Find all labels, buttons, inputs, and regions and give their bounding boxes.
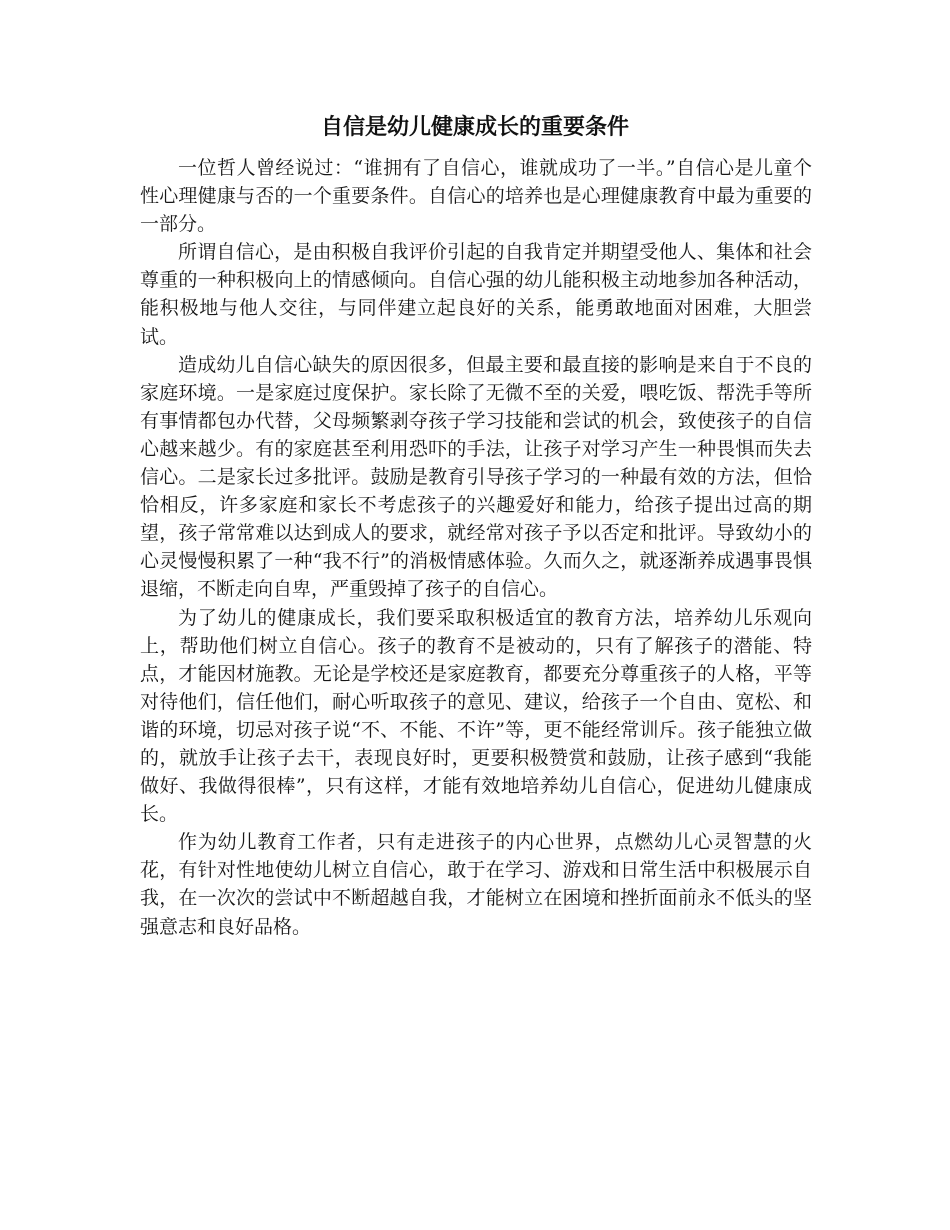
paragraph-5: 作为幼儿教育工作者，只有走进孩子的内心世界，点燃幼儿心灵智慧的火花，有针对性地使幼儿树立自信心，敢于在学习、游戏和日常生活中积极展示自我，在一次次的尝试中不断超越自我，才能树立在困境和挫折面前永不低头的坚强意志和良好品格。 <box>140 831 812 938</box>
paragraph-3: 造成幼儿自信心缺失的原因很多，但最主要和最直接的影响是来自于不良的家庭环境。一是家庭过度保护。家长除了无微不至的关爱，喂吃饭、帮洗手等所有事情都包办代替，父母频繁剥夺孩子学习技能和尝试的机会，致使孩子的自信心越来越少。有的家庭甚至利用恐吓的手法，让孩子对学习产生一种畏惧而失去信心。二是家长过多批评。鼓励是教育引导孩子学习的一种最有效的方法，但恰恰相反，许多家庭和家长不考虑孩子的兴趣爱好和能力，给孩子提出过高的期望，孩子常常难以达到成人的要求，就经常对孩子予以否定和批评。导致幼小的心灵慢慢积累了一种“我不行”的消极情感体验。久而久之，就逐渐养成遇事畏惧退缩，不断走向自卑，严重毁掉了孩子的自信心。 <box>140 353 812 601</box>
paragraph-2: 所谓自信心，是由积极自我评价引起的自我肯定并期望受他人、集体和社会尊重的一种积极向上的情感倾向。自信心强的幼儿能积极主动地参加各种活动，能积极地与他人交往，与同伴建立起良好的关系，能勇敢地面对困难，大胆尝试。 <box>140 241 812 348</box>
document-title: 自信是幼儿健康成长的重要条件 <box>320 115 629 140</box>
paragraph-1: 一位哲人曾经说过：“谁拥有了自信心，谁就成功了一半。”自信心是儿童个性心理健康与否的一个重要条件。自信心的培养也是心理健康教育中最为重要的一部分。 <box>140 157 812 236</box>
paragraph-4: 为了幼儿的健康成长，我们要采取积极适宜的教育方法，培养幼儿乐观向上，帮助他们树立自信心。孩子的教育不是被动的，只有了解孩子的潜能、特点，才能因材施教。无论是学校还是家庭教育，都要充分尊重孩子的人格，平等对待他们，信任他们，耐心听取孩子的意见、建议，给孩子一个自由、宽松、和谐的环境，切忌对孩子说“不、不能、不许”等，更不能经常训斥。孩子能独立做的，就放手让孩子去干，表现良好时，更要积极赞赏和鼓励，让孩子感到“我能做好、我做得很棒”，只有这样，才能有效地培养幼儿自信心，促进幼儿健康成长。 <box>140 606 812 826</box>
document-body <box>140 154 812 941</box>
